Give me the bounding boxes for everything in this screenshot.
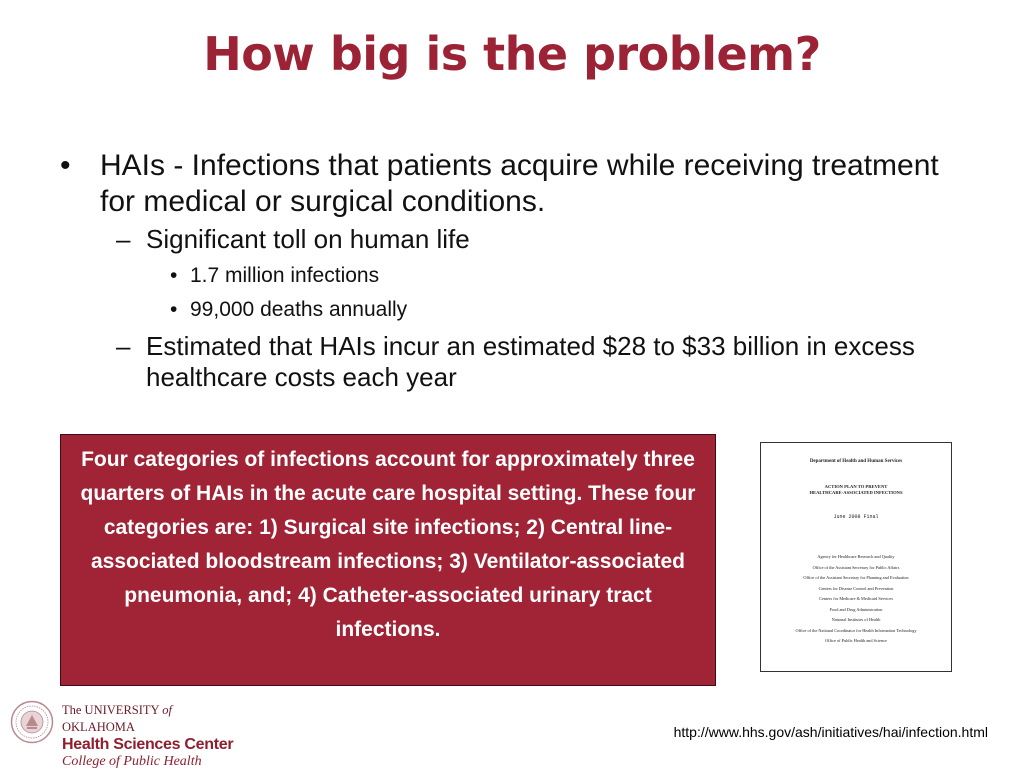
bullet-item bbox=[58, 148, 958, 220]
document-title bbox=[761, 484, 951, 496]
document-agency: Centers for Disease Control and Prevention bbox=[818, 585, 894, 591]
document-title-line: ACTION PLAN TO PREVENT bbox=[824, 484, 888, 489]
university-seal-icon bbox=[10, 700, 54, 744]
bullet-text: HAIs - Infections that patients acquire while receiving treatment for medical or surgical conditions. bbox=[100, 149, 939, 218]
document-agency: National Institutes of Health bbox=[831, 617, 881, 622]
logo-wordmark bbox=[62, 702, 240, 770]
document-agency: Food and Drug Administration bbox=[829, 606, 883, 612]
document-thumbnail bbox=[760, 442, 952, 672]
document-date: June 2008 Final bbox=[833, 514, 879, 520]
dash-icon: – bbox=[116, 331, 131, 361]
source-url: http://www.hhs.gov/ash/initiatives/hai/infection.html bbox=[673, 724, 988, 740]
document-agency-list bbox=[761, 552, 951, 647]
sub-sub-bullet-text: 99,000 deaths annually bbox=[190, 298, 408, 321]
sub-bullet-item bbox=[58, 331, 958, 393]
bullet-dot-icon: • bbox=[60, 149, 71, 182]
document-department: Department of Health and Human Services bbox=[809, 459, 903, 464]
bullet-dot-icon: • bbox=[170, 264, 178, 287]
logo-university-line: The UNIVERSITY of OKLAHOMA bbox=[62, 703, 172, 734]
callout-box: Four categories of infections account for approximately three quarters of HAIs in the acute care hospital setting. These four categories are: 1) Surgical site infections; 2) Central line-associated bloodstream infections; 3) Ventilator-associated pneumonia, and; 4) Catheter-associated urinary tract infections. bbox=[60, 434, 716, 686]
bullet-list bbox=[58, 148, 958, 393]
sub-sub-bullet-item bbox=[58, 263, 958, 289]
document-agency: Centers for Medicare & Medicaid Services bbox=[819, 596, 893, 601]
sub-bullet-text: Significant toll on human life bbox=[146, 224, 470, 254]
document-title-line: HEALTHCARE-ASSOCIATED INFECTIONS bbox=[809, 490, 903, 495]
sub-sub-bullet-item bbox=[58, 297, 958, 323]
university-logo bbox=[10, 700, 240, 769]
document-agency: Office of the National Coordinator for Health Information Technology bbox=[795, 627, 917, 633]
dash-icon: – bbox=[116, 224, 131, 254]
logo-college-line: College of Public Health bbox=[62, 754, 202, 769]
sub-bullet-item bbox=[58, 224, 958, 255]
sub-bullet-text: Estimated that HAIs incur an estimated $28 to $33 billion in excess healthcare costs each year bbox=[146, 331, 915, 392]
document-agency: Office of Public Health and Science bbox=[825, 638, 887, 643]
document-agency: Office of the Assistant Secretary for Planning and Evaluation bbox=[803, 575, 909, 580]
logo-center-line: Health Sciences Center bbox=[62, 736, 234, 753]
sub-sub-bullet-text: 1.7 million infections bbox=[190, 264, 380, 287]
bullet-dot-icon: • bbox=[170, 298, 178, 321]
document-agency: Agency for Healthcare Research and Quality bbox=[817, 554, 895, 559]
slide-title: How big is the problem? bbox=[203, 27, 821, 81]
document-agency: Office of the Assistant Secretary for Public Affairs bbox=[812, 564, 900, 570]
